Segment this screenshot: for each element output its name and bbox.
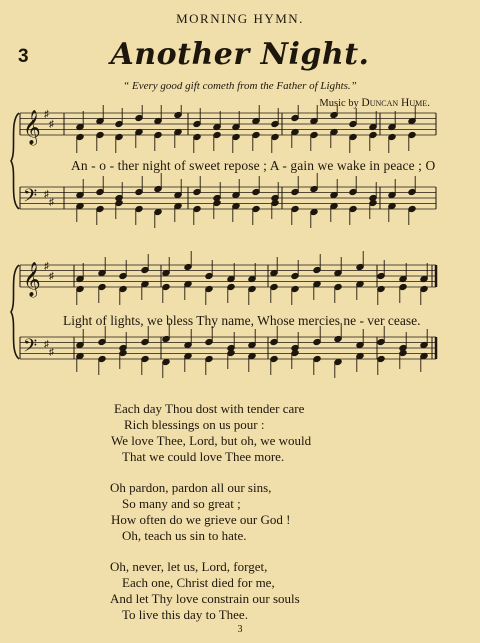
- verse-line: That we could love Thee more.: [122, 449, 285, 464]
- verse-line: Oh pardon, pardon all our sins,: [110, 480, 272, 495]
- verse-line: Each day Thou dost with tender care: [114, 401, 305, 416]
- page-header: MORNING HYMN.: [176, 11, 304, 26]
- system-brace: [11, 265, 19, 359]
- lyrics-line-1: An - o - ther night of sweet repose ; A - gain we wake in peace ; O: [71, 158, 436, 173]
- lyrics-line-2: Light of lights, we bless Thy name, Whose mercies ne - ver cease.: [63, 313, 421, 328]
- bass-clef-icon: 𝄢: [23, 186, 38, 211]
- verse-line: So many and so great ;: [122, 496, 241, 511]
- hymn-number: 3: [18, 46, 29, 67]
- epigraph: “ Every good gift cometh from the Father of Lights.”: [123, 80, 357, 92]
- sharp-icon: ♯: [49, 197, 54, 208]
- treble-clef-icon: 𝄞: [23, 110, 41, 145]
- verse-3: [0, 559, 480, 623]
- music-score: [10, 105, 450, 395]
- credit-prefix: Music by: [319, 98, 362, 109]
- page-number: 3: [237, 624, 243, 635]
- sharp-icon: ♯: [49, 271, 54, 282]
- verse-line: Oh, teach us sin to hate.: [122, 528, 247, 543]
- composer-name: Duncan Hume.: [361, 97, 430, 109]
- treble-clef-icon: 𝄞: [23, 262, 41, 297]
- verse-line: Each one, Christ died for me,: [122, 575, 275, 590]
- sharp-icon: ♯: [44, 109, 49, 120]
- verses: [0, 401, 480, 638]
- verse-2: [0, 480, 480, 544]
- bass-clef-icon: 𝄢: [23, 336, 38, 361]
- verse-1: [0, 401, 480, 465]
- sharp-icon: ♯: [44, 189, 49, 200]
- sharp-icon: ♯: [44, 339, 49, 350]
- hymn-title: Another Night.: [110, 37, 370, 72]
- system-brace: [11, 113, 19, 209]
- verse-line: We love Thee, Lord, but oh, we would: [111, 433, 312, 448]
- verse-line: Rich blessings on us pour :: [124, 417, 265, 432]
- verse-line: To live this day to Thee.: [122, 607, 248, 622]
- verse-line: Oh, never, let us, Lord, forget,: [110, 559, 268, 574]
- sharp-icon: ♯: [49, 347, 54, 358]
- verse-line: How often do we grieve our God !: [111, 512, 291, 527]
- sharp-icon: ♯: [44, 261, 49, 272]
- verse-line: And let Thy love constrain our souls: [110, 591, 300, 606]
- sharp-icon: ♯: [49, 119, 54, 130]
